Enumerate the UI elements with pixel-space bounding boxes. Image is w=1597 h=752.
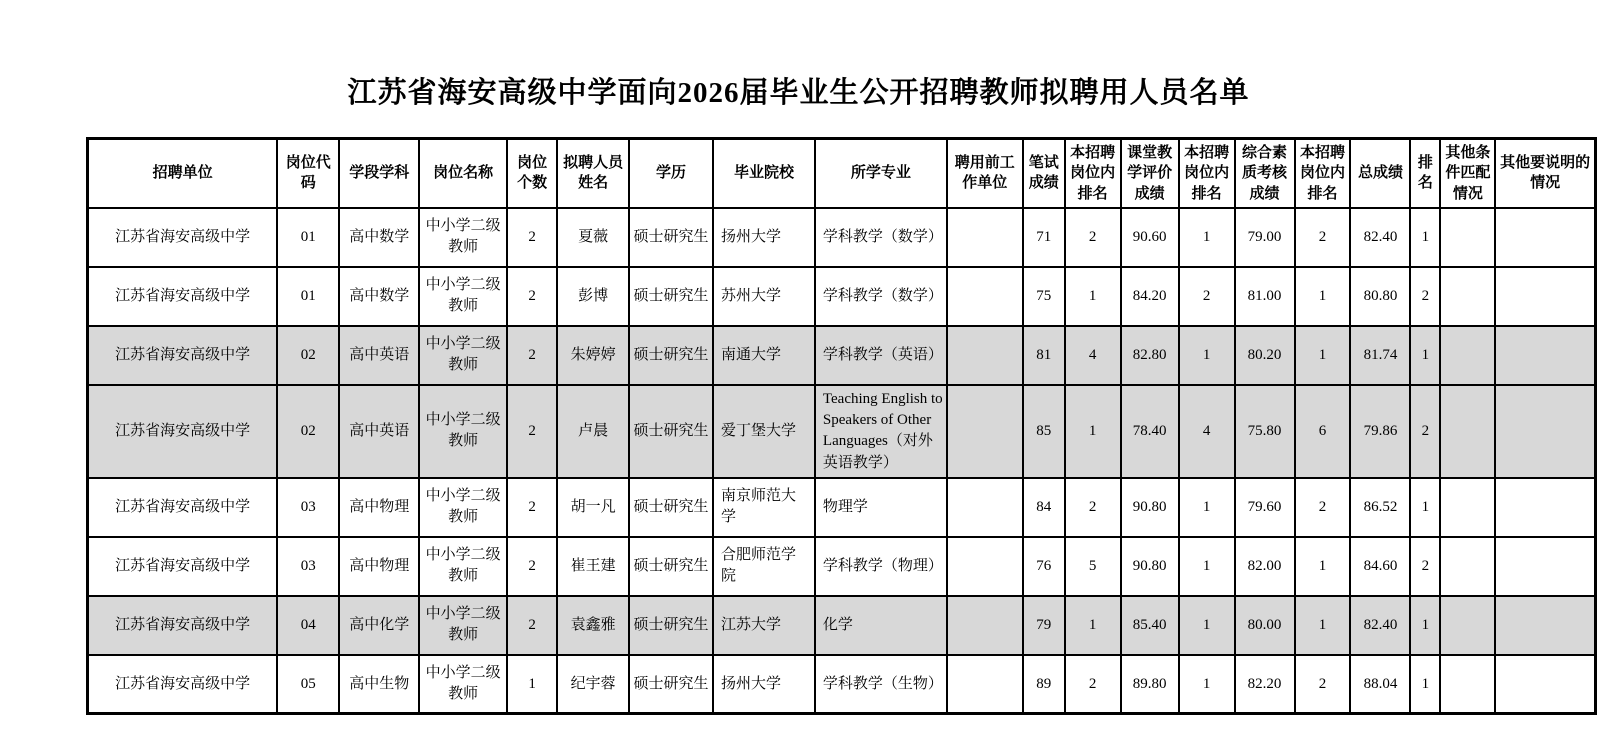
table-cell: 江苏省海安高级中学	[88, 267, 278, 326]
table-cell: 71	[1023, 208, 1065, 267]
table-cell: 03	[277, 478, 339, 537]
table-cell: 江苏省海安高级中学	[88, 385, 278, 478]
column-header: 毕业院校	[713, 139, 815, 208]
table-cell: 88.04	[1350, 655, 1410, 714]
column-header: 笔试成绩	[1023, 139, 1065, 208]
table-cell: 2	[507, 596, 557, 655]
column-header: 本招聘岗位内排名	[1295, 139, 1351, 208]
table-cell: 2	[1410, 537, 1440, 596]
table-cell: 81	[1023, 326, 1065, 385]
table-cell: 89	[1023, 655, 1065, 714]
table-cell: 学科教学（数学）	[815, 208, 947, 267]
table-cell: 85	[1023, 385, 1065, 478]
table-cell: 5	[1065, 537, 1121, 596]
table-cell: 南通大学	[713, 326, 815, 385]
table-cell: 江苏省海安高级中学	[88, 596, 278, 655]
table-cell: 1	[1295, 537, 1351, 596]
table-cell	[947, 267, 1023, 326]
table-cell: 1	[1065, 596, 1121, 655]
column-header: 总成绩	[1350, 139, 1410, 208]
table-row	[88, 385, 1596, 478]
table-cell: 2	[507, 267, 557, 326]
table-cell: 90.80	[1121, 478, 1179, 537]
column-header: 岗位代码	[277, 139, 339, 208]
table-cell: 1	[1065, 385, 1121, 478]
table-cell: 江苏省海安高级中学	[88, 208, 278, 267]
table-cell	[1440, 326, 1495, 385]
column-header: 其他条件匹配情况	[1440, 139, 1495, 208]
table-cell: 合肥师范学院	[713, 537, 815, 596]
table-cell: 80.00	[1235, 596, 1295, 655]
table-cell: 1	[507, 655, 557, 714]
table-cell: 1	[1410, 326, 1440, 385]
table-cell: 4	[1179, 385, 1235, 478]
table-cell: 1	[1179, 326, 1235, 385]
table-cell: 中小学二级教师	[419, 385, 507, 478]
table-cell: 中小学二级教师	[419, 478, 507, 537]
column-header: 岗位个数	[507, 139, 557, 208]
table-cell: 2	[1295, 478, 1351, 537]
column-header: 招聘单位	[88, 139, 278, 208]
table-cell: 78.40	[1121, 385, 1179, 478]
table-cell: 81.74	[1350, 326, 1410, 385]
table-cell: 1	[1179, 478, 1235, 537]
table-cell	[1495, 385, 1595, 478]
table-cell: 爱丁堡大学	[713, 385, 815, 478]
table-cell: 高中物理	[339, 478, 419, 537]
table-cell: 2	[507, 385, 557, 478]
table-cell: 1	[1410, 208, 1440, 267]
table-cell: 江苏省海安高级中学	[88, 478, 278, 537]
table-cell	[947, 655, 1023, 714]
table-cell	[1495, 478, 1595, 537]
table-cell	[947, 596, 1023, 655]
table-row	[88, 596, 1596, 655]
column-header: 排名	[1410, 139, 1440, 208]
table-cell: 82.00	[1235, 537, 1295, 596]
table-cell: 高中化学	[339, 596, 419, 655]
table-cell: 1	[1295, 326, 1351, 385]
column-header: 所学专业	[815, 139, 947, 208]
table-cell	[1440, 655, 1495, 714]
table-cell: 江苏省海安高级中学	[88, 326, 278, 385]
table-cell: 4	[1065, 326, 1121, 385]
table-cell	[1495, 326, 1595, 385]
table-cell: 79.86	[1350, 385, 1410, 478]
table-cell	[1495, 655, 1595, 714]
table-cell: 苏州大学	[713, 267, 815, 326]
table-body	[88, 208, 1596, 714]
table-cell: 02	[277, 385, 339, 478]
table-row	[88, 267, 1596, 326]
table-cell: 中小学二级教师	[419, 267, 507, 326]
table-cell: 02	[277, 326, 339, 385]
table-cell: 朱婷婷	[557, 326, 629, 385]
table-cell: 90.60	[1121, 208, 1179, 267]
table-cell	[1495, 267, 1595, 326]
table-cell: 物理学	[815, 478, 947, 537]
table-cell: 2	[1179, 267, 1235, 326]
table-cell: 2	[1410, 385, 1440, 478]
table-cell: 01	[277, 208, 339, 267]
table-cell: 高中英语	[339, 326, 419, 385]
table-cell: 1	[1179, 596, 1235, 655]
table-cell: 1	[1179, 208, 1235, 267]
table-cell: 2	[1065, 208, 1121, 267]
table-cell: 扬州大学	[713, 655, 815, 714]
table-cell: 75.80	[1235, 385, 1295, 478]
column-header: 其他要说明的情况	[1495, 139, 1595, 208]
table-cell: 01	[277, 267, 339, 326]
table-cell: 硕士研究生	[629, 385, 713, 478]
table-cell: 2	[1295, 655, 1351, 714]
table-cell: 2	[507, 208, 557, 267]
table-cell: 学科教学（物理）	[815, 537, 947, 596]
table-cell: 82.20	[1235, 655, 1295, 714]
column-header: 综合素质考核成绩	[1235, 139, 1295, 208]
column-header: 岗位名称	[419, 139, 507, 208]
table-cell	[947, 385, 1023, 478]
table-cell: 76	[1023, 537, 1065, 596]
table-cell: 彭博	[557, 267, 629, 326]
table-cell: 高中数学	[339, 267, 419, 326]
table-cell: 夏薇	[557, 208, 629, 267]
table-cell: 79	[1023, 596, 1065, 655]
table-row	[88, 537, 1596, 596]
table-cell: 80.20	[1235, 326, 1295, 385]
column-header: 聘用前工作单位	[947, 139, 1023, 208]
table-cell: 03	[277, 537, 339, 596]
table-cell: 纪宇蓉	[557, 655, 629, 714]
table-cell: 江苏大学	[713, 596, 815, 655]
table-cell: 袁鑫雅	[557, 596, 629, 655]
table-cell: 扬州大学	[713, 208, 815, 267]
table-cell: 84	[1023, 478, 1065, 537]
table-cell: 1	[1410, 478, 1440, 537]
table-row	[88, 208, 1596, 267]
table-cell: 硕士研究生	[629, 326, 713, 385]
table-cell: 化学	[815, 596, 947, 655]
column-header: 本招聘岗位内排名	[1065, 139, 1121, 208]
table-cell: 6	[1295, 385, 1351, 478]
table-cell: 2	[1065, 478, 1121, 537]
column-header: 学历	[629, 139, 713, 208]
table-row	[88, 478, 1596, 537]
table-cell: 05	[277, 655, 339, 714]
table-cell: 胡一凡	[557, 478, 629, 537]
table-cell: 江苏省海安高级中学	[88, 537, 278, 596]
table-cell: 79.60	[1235, 478, 1295, 537]
table-cell: 学科教学（英语）	[815, 326, 947, 385]
column-header: 本招聘岗位内排名	[1179, 139, 1235, 208]
table-cell: 04	[277, 596, 339, 655]
table-cell: 82.80	[1121, 326, 1179, 385]
table-cell: 1	[1410, 596, 1440, 655]
table-cell: 75	[1023, 267, 1065, 326]
table-cell: 中小学二级教师	[419, 596, 507, 655]
table-cell	[1440, 208, 1495, 267]
table-cell: 81.00	[1235, 267, 1295, 326]
table-cell: 86.52	[1350, 478, 1410, 537]
table-header-row	[88, 139, 1596, 208]
table-cell: 硕士研究生	[629, 655, 713, 714]
table-cell: 2	[507, 537, 557, 596]
table-cell	[947, 326, 1023, 385]
table-cell	[1440, 537, 1495, 596]
table-cell: 1	[1295, 267, 1351, 326]
table-cell	[947, 208, 1023, 267]
table-cell	[1495, 537, 1595, 596]
table-cell: 高中物理	[339, 537, 419, 596]
table-cell: 中小学二级教师	[419, 537, 507, 596]
table-cell: 82.40	[1350, 208, 1410, 267]
table-cell: 2	[507, 326, 557, 385]
table-cell: 84.20	[1121, 267, 1179, 326]
table-cell: 崔王建	[557, 537, 629, 596]
table-cell: 79.00	[1235, 208, 1295, 267]
table-cell: 江苏省海安高级中学	[88, 655, 278, 714]
table-cell: 89.80	[1121, 655, 1179, 714]
table-cell: 硕士研究生	[629, 596, 713, 655]
table-cell: 2	[1065, 655, 1121, 714]
table-row	[88, 655, 1596, 714]
table-cell: 高中英语	[339, 385, 419, 478]
table-cell: 2	[1410, 267, 1440, 326]
table-cell: 南京师范大学	[713, 478, 815, 537]
table-cell	[1440, 385, 1495, 478]
table-cell: 82.40	[1350, 596, 1410, 655]
table-cell: 84.60	[1350, 537, 1410, 596]
table-cell	[947, 478, 1023, 537]
column-header: 学段学科	[339, 139, 419, 208]
page-title: 江苏省海安高级中学面向2026届毕业生公开招聘教师拟聘用人员名单	[347, 77, 1250, 109]
table-cell	[1440, 267, 1495, 326]
table-cell: 中小学二级教师	[419, 208, 507, 267]
table-cell	[1495, 208, 1595, 267]
table-cell: 中小学二级教师	[419, 655, 507, 714]
table-cell	[947, 537, 1023, 596]
table-cell: 卢晨	[557, 385, 629, 478]
table-cell: 2	[507, 478, 557, 537]
table-cell: 2	[1295, 208, 1351, 267]
table-cell: 85.40	[1121, 596, 1179, 655]
table-cell: 1	[1295, 596, 1351, 655]
table-cell	[1440, 596, 1495, 655]
table-cell: 硕士研究生	[629, 267, 713, 326]
table-cell: 硕士研究生	[629, 208, 713, 267]
table-cell: 1	[1065, 267, 1121, 326]
table-cell: 1	[1410, 655, 1440, 714]
table-cell: 1	[1179, 655, 1235, 714]
table-cell	[1495, 596, 1595, 655]
table-cell: 中小学二级教师	[419, 326, 507, 385]
column-header: 课堂教学评价成绩	[1121, 139, 1179, 208]
table-cell: 硕士研究生	[629, 478, 713, 537]
column-header: 拟聘人员姓名	[557, 139, 629, 208]
table-cell: 80.80	[1350, 267, 1410, 326]
table-cell: 高中数学	[339, 208, 419, 267]
table-cell	[1440, 478, 1495, 537]
recruitment-roster-table	[86, 137, 1597, 715]
table-cell: 学科教学（数学）	[815, 267, 947, 326]
table-cell: 1	[1179, 537, 1235, 596]
table-cell: 90.80	[1121, 537, 1179, 596]
table-cell: 学科教学（生物）	[815, 655, 947, 714]
table-cell: 硕士研究生	[629, 537, 713, 596]
table-cell: Teaching English to Speakers of Other Languages（对外英语教学）	[815, 385, 947, 478]
table-cell: 高中生物	[339, 655, 419, 714]
table-row	[88, 326, 1596, 385]
